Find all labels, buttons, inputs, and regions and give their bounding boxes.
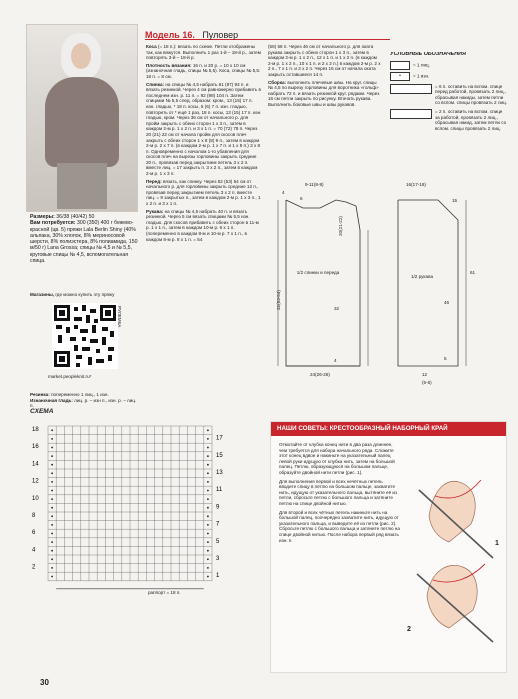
purl-dot <box>207 438 209 440</box>
scheme-row-label: 14 <box>32 461 39 468</box>
scheme-row-label: 8 <box>32 513 36 519</box>
purl-dot <box>207 498 209 500</box>
back-shoulder-dim: 4 <box>282 190 285 195</box>
col3-0-text: (56) 58 п. Через 46 см от начального р. для оката рукава закрыть с обеих сторон 1 х 3 п., затем в каждом 2-м р. 1 х 2 п., 12 х 1 п. и 1 х 2 п. (в каждом 2-м р. 1 х 2 п., 10 х 1 п. и 2 х 2 п.) в каждом 2-м р. 2 х 2 п., 7 х 1 п. и 2 х 2 п. Через 15 см от начала оката закрыть оставшиеся 14 п. <box>268 44 381 77</box>
purl-dot <box>207 533 209 535</box>
model-number: Модель 16. <box>145 30 195 40</box>
shops-text: где можно купить эту пряжу <box>55 292 115 297</box>
page-number: 30 <box>40 678 49 687</box>
purl-dot <box>207 550 209 552</box>
advice-title: НАШИ СОВЕТЫ: КРЕСТООБРАЗНЫЙ НАБОРНЫЙ КРАЙ <box>271 422 506 436</box>
purl-dot <box>51 524 53 526</box>
shops-label: Магазины, <box>30 292 55 297</box>
sleeve-bottom-dim-2: (5-6) <box>422 380 432 385</box>
purl-text: лиц. р. – изн п., изн. р. – лиц. п. <box>30 397 137 409</box>
scheme-title: СХЕМА <box>30 408 54 415</box>
back-neck-dim: 6 <box>300 196 303 201</box>
purl-dot <box>207 567 209 569</box>
materials-text: 300 (350) 400 г бежево-красной (цв. 5) пряжи Lala Berlin Shiny (40% альпака, 30% хлопок, 8% мериносовой шерсти, 8% полиэстера, 8% полиамида, 150 м/50 г) Lana Grossa; спицы № 4,5 и № 5,5, круговые спицы № 4,5, вспомогательная спица. <box>30 220 138 265</box>
materials-block <box>30 214 138 264</box>
purl-dot <box>51 472 53 474</box>
model-photo <box>26 24 138 212</box>
scheme-row-label: 13 <box>216 470 223 476</box>
sleeve-rib-dim: 5 <box>444 356 447 361</box>
purl-dot <box>51 541 53 543</box>
purl-dot <box>51 455 53 457</box>
col3-1-text: выполнить плечевые швы. На круг. спицы № 4,5 по вырезу горловины для воротника «гольф» набрать 72 п. и вязать резинкой круг. рядами. Через 16 см петли закрыть по рисунку. Втачать рукава. Выполнить боковые швы и швы рукавов. <box>268 79 380 107</box>
col2-2-bold: Спинка: <box>146 81 165 87</box>
purl-dot <box>51 533 53 535</box>
hand-illustrations <box>409 446 501 666</box>
back-armhole-dim: 20(21-22) <box>338 216 343 236</box>
purl-dot <box>207 455 209 457</box>
sleeve-total-dim: 61 <box>470 270 476 275</box>
back-front-pattern <box>268 190 378 380</box>
qr-code-graphic <box>52 303 118 369</box>
advice-text <box>279 442 401 543</box>
col2-0-bold: Коса <box>146 44 157 49</box>
legend-title: УСЛОВНЫЕ ОБОЗНАЧЕНИЯ <box>390 52 466 57</box>
col2-3-text: вязать, как спинку. Через 52 (53) 54 см от начального р. для горловины закрыть средние 12 п., провязав перед закрытием петель 3 х 2 п. вместе лиц. = 9 закрытых п., затем в каждом 2-м р. 1 х 3 п., 1 х 2 п. и 3 х 1 п. <box>146 178 261 207</box>
purl-dot <box>207 464 209 466</box>
scheme-chart <box>30 418 260 608</box>
advice-p1: Отмотайте от клубка конец нити в два раза длиннее, чем требуется для набора начального ряда. Сложите этот конец вдвое и накиньте на указательный палец левой руки идущую от клубка нить, затем на большой палец. Петлю, образующуюся на большом пальце, образуйте двойной нити петли (рис. 1). <box>279 442 395 475</box>
purl-dot <box>51 438 53 440</box>
model-sweater <box>45 77 119 167</box>
legend-item-2: = 6 п. оставить на вспом. спице перед работой, провязать 2 лиц., сбрасывая накиды, затем петли со вспом. спицы провязать 2 лиц. <box>435 83 507 106</box>
sleeve-bottom-dim: 12 <box>422 372 428 377</box>
sleeve-label: 1/2 рукава <box>410 274 434 279</box>
purl-dot <box>51 490 53 492</box>
scheme-row-label: 18 <box>32 427 39 433</box>
figure-2-label: 2 <box>407 626 411 633</box>
scheme-row-label: 4 <box>32 547 36 554</box>
scheme-row-label: 7 <box>216 521 220 528</box>
purl-dot <box>51 498 53 500</box>
col3-1-bold: Сборка: <box>268 79 287 85</box>
model-name: Пуловер <box>202 30 239 40</box>
purl-symbol-icon: • <box>390 72 410 81</box>
purl-dot <box>207 490 209 492</box>
purl-dot <box>207 481 209 483</box>
purl-dot <box>207 447 209 449</box>
materials-label: Вам потребуется: <box>30 220 76 227</box>
instructions-column-1 <box>146 44 262 362</box>
back-top-dim: 9-11(8-8) <box>305 182 324 187</box>
scheme-row-label: 9 <box>216 504 220 511</box>
purl-dot <box>51 567 53 569</box>
sleeve-cap-dim: 15 <box>452 198 458 203</box>
scheme-row-label: 16 <box>32 444 39 451</box>
back-rib-dim: 4 <box>334 358 337 363</box>
back-label: 1/2 спинки и переда <box>296 270 340 275</box>
purl-dot <box>207 472 209 474</box>
knit-symbol-icon <box>390 61 410 70</box>
legend-item-0: = 1 лиц. <box>413 62 430 68</box>
legend-item-3: = 2 п. оставить на вспом. спице за работой, провязать 2 лиц., сбрасывая накид, затем петли со вспом. спицы провязать 2 лиц. <box>435 108 507 131</box>
col2-1-text: 16 п. и 20 р. = 10 х 10 см (изнаночная гладь, спицы № 5,5). Коса, спицы № 5,5: 18 п. = 8 см. <box>146 62 261 79</box>
advice-p3: Для второй и всех чётных петель накиньте нить на большой палец, поочерёдно захватите нить, идущую от указательного пальца, и выведите её из петли (рис. 2). Сбросьте петлю с большого пальца и затяните петлю на спице двойной нитью. После набора первый ряд вязать изн. п. <box>279 509 400 543</box>
purl-dot <box>207 576 209 578</box>
scheme-row-label: 17 <box>216 435 223 442</box>
scheme-row-label: 6 <box>32 530 36 537</box>
qr-code[interactable] <box>52 303 118 369</box>
col2-0-text: (= 18 п.): вязать по схеме. Петли отображены так, как вяжутся. Выполнить 1 раз 1-й – 18-й р., затем повторять 3-й – 18-й р. <box>146 44 261 61</box>
back-body-dim: 32 <box>334 306 340 311</box>
scheme-row-label: 11 <box>216 487 223 494</box>
scheme-row-label: 1 <box>216 573 220 580</box>
purl-dot <box>207 524 209 526</box>
model-face <box>71 43 91 69</box>
col2-2-text: на спицы № 4,5 набрать 81 (87) 93 п. и вязать резинкой. Через 4 см равномерно прибавить в последнем изн. р. 11 п. = 92 (98) 104 п. Затем спицами № 5,5 след. образом: кром., 13 (15) 17 п. изн. гладью, * 18 п. косы, 5 (6) 7 п. изн. гладью, повторить от * ещё 1 раз, 18 п. косы, 13 (15) 17 п. изн. гладью, кром. Через 36 см от начального р. для пройм закрыть с обеих сторон 1 х 3 п., затем в каждом 2-м р. 1 х 2 п. и 3 х 1 п. = 70 (72) 78 п. Через 20 (21) 22 см от начала пройм для скосов плеч закрыть с обеих сторон 1 х 8 (8) 9 п., затем в каждом 2-м р. 2 х 7 п. (в каждом 2-м р. 1 х 7 п. и 1 х 8 п.) 3 х 8 п. Одновременно с началом 1-го убавления для скосов плеч на вырезы горловины закрыть средние 20 п., провязав перед закрытием петель 3 х 2 п. вместе лиц. = 17 закрыть п. 3 х 2 п., затем в каждом 2-м р. 1 х 3 п. <box>146 81 262 177</box>
cable-left-symbol-icon <box>390 109 432 119</box>
figure-1-label: 1 <box>495 540 499 547</box>
sleeve-pattern <box>388 190 498 380</box>
qr-side-label: РУЛЕМКА <box>117 306 122 328</box>
scheme-row-label: 15 <box>216 452 223 459</box>
cable-right-symbol-icon <box>390 84 432 94</box>
purl-dot <box>51 464 53 466</box>
shop-url[interactable]: market.peopleknit.ru* <box>48 374 92 379</box>
col2-4-bold: Рукава: <box>146 208 164 214</box>
purl-dot <box>51 447 53 449</box>
purl-dot <box>51 429 53 431</box>
purl-dot <box>207 507 209 509</box>
purl-label: Изнаночная гладь: <box>30 397 73 403</box>
sizes-label: Размеры: <box>30 214 55 220</box>
title-bar <box>145 25 390 40</box>
shops-block <box>30 292 138 298</box>
rib-text: попеременно 1 лиц., 1 изн. <box>51 392 109 397</box>
stitch-definitions <box>30 392 138 409</box>
model-skirt <box>57 163 107 209</box>
scheme-row-label: 12 <box>32 478 39 485</box>
purl-dot <box>51 515 53 517</box>
instructions-column-2 <box>268 44 382 174</box>
purl-dot <box>51 576 53 578</box>
advice-p2: Для выполнения первой и всех нечётных петель вводите спицу в петлю на большом пальце, захватите нить, идущую от указательного пальца, вытяните её из петли, сбросьте петлю с большого пальца и затяните петлю на спице двойной нитью. <box>279 478 398 506</box>
purl-dot <box>207 558 209 560</box>
purl-dot <box>51 550 53 552</box>
sizes-value: 36/38 (40/42) 50 <box>56 214 95 220</box>
col2-3-bold: Перед: <box>146 178 162 184</box>
back-total-dim: 32(53-54) <box>276 290 281 310</box>
back-bottom-dim: 24(26-28) <box>310 372 330 377</box>
col2-4-text: на спицы № 4,5 набрать 40 п. и вязать резинкой. Через 5 см вязать спицами № 5,5 изн. гладью. Для скосов прибавить с обеих сторон в 11-м р. 1 х 1 п., затем в каждом 10-м р. 6 х 1 п. (попеременно в каждом 8-м и 10-м р. 7 х 1 п., в каждом 8-м р. 8 х 1 п. = 54 <box>146 208 259 242</box>
advice-box <box>270 421 507 673</box>
scheme-row-label: 3 <box>216 556 220 562</box>
col2-1-bold: Плотность вязания: <box>146 62 192 68</box>
legend-item-1: = 1 изн. <box>413 73 430 79</box>
purl-dot <box>207 429 209 431</box>
purl-dot <box>51 481 53 483</box>
purl-dot <box>207 515 209 517</box>
purl-dot <box>51 507 53 509</box>
purl-dot <box>207 541 209 543</box>
scheme-grid <box>32 426 223 589</box>
sleeve-top-dim: 16(17-18) <box>406 182 426 187</box>
legend <box>390 52 508 202</box>
scheme-row-label: 5 <box>216 538 220 545</box>
scheme-row-label: 2 <box>32 564 36 571</box>
sleeve-body-dim: 46 <box>444 300 450 305</box>
rib-label: Резинка: <box>30 392 50 397</box>
purl-dot <box>51 558 53 560</box>
scheme-repeat: раппорт = 18 п. <box>148 590 181 595</box>
scheme-row-label: 10 <box>32 495 39 502</box>
